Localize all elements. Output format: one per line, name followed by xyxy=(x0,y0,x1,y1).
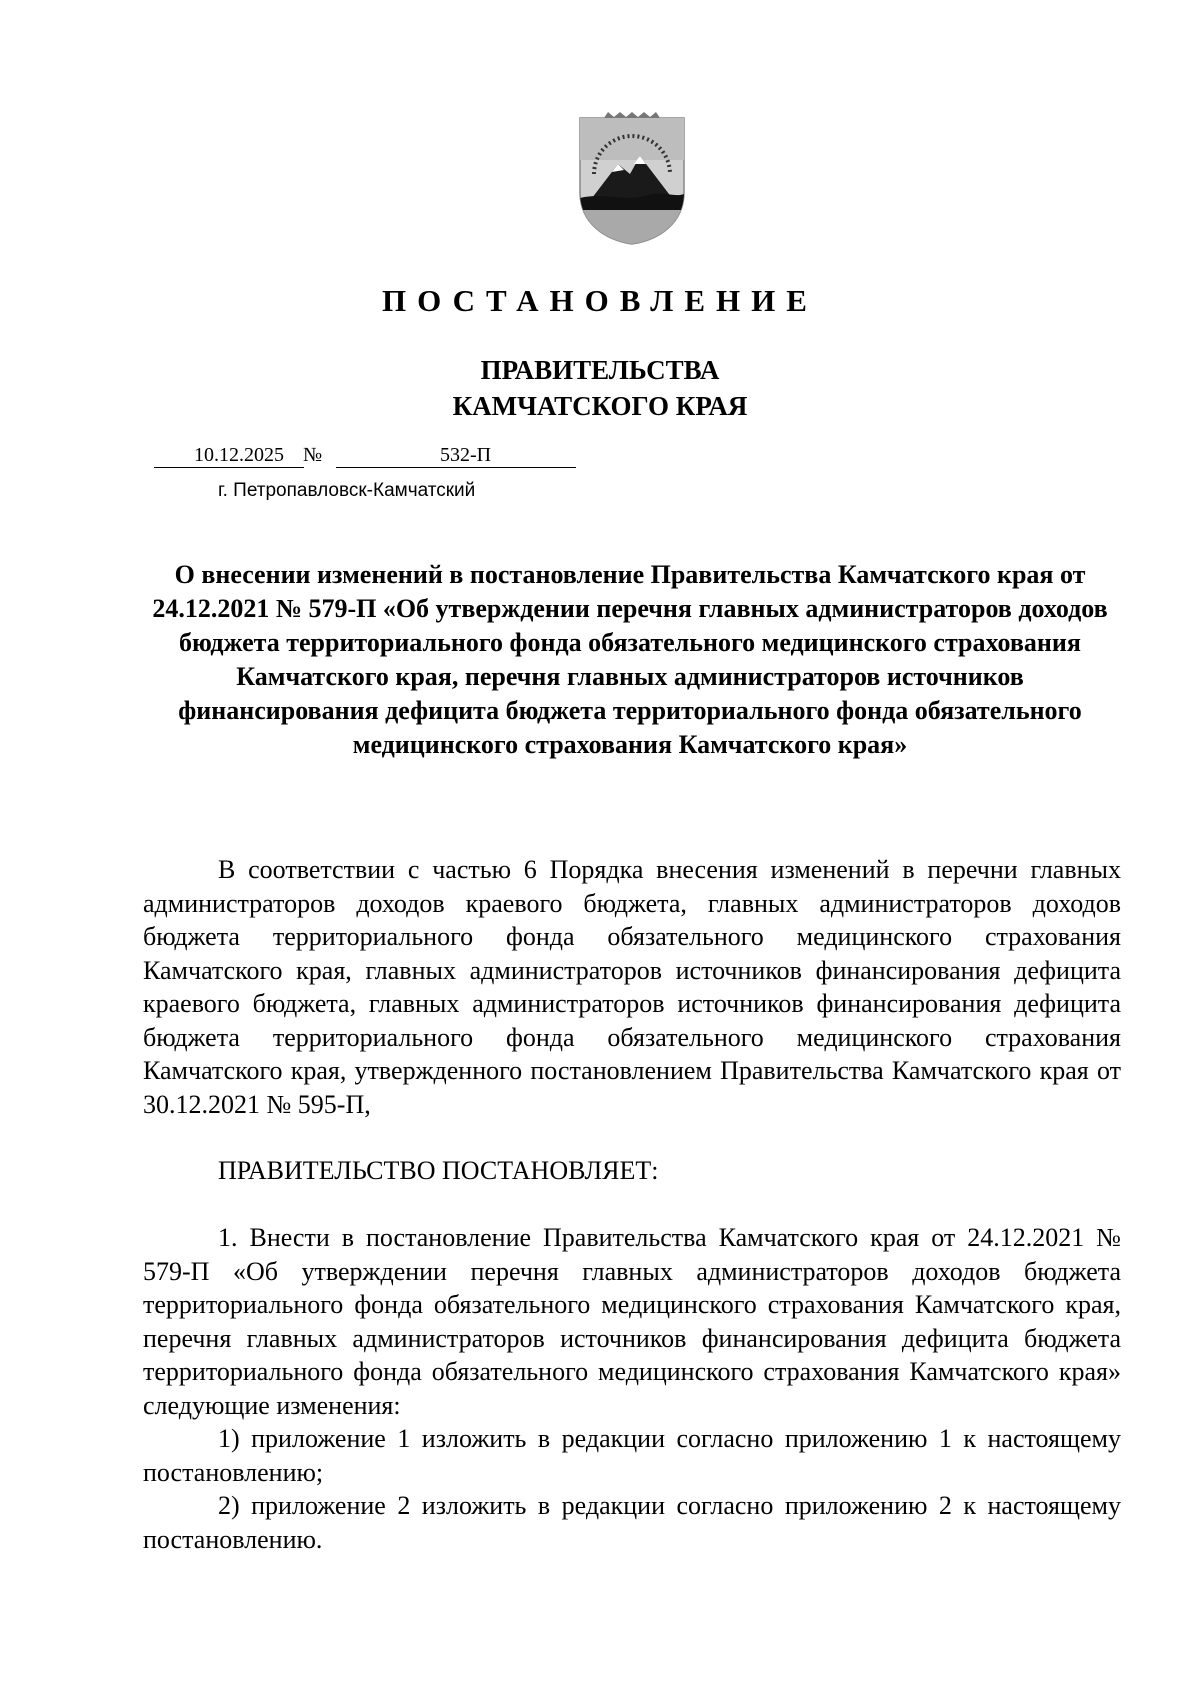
issuing-authority-line-2: КАМЧАТСКОГО КРАЯ xyxy=(452,391,748,421)
item-1: 1. Внести в постановление Правительства Камчатского края от 24.12.2021 № 579-П «Об утверждении перечня главных администраторов доходов бюджета территориального фонда обязательного медицинского страхования Камчатского края, перечня главных администраторов источников финансирования дефицита бюджета территориального фонда обязательного медицинского страхования Камчатского края» следующие изменения: xyxy=(143,1223,1121,1420)
subitem-2: 2) приложение 2 изложить в редакции согласно приложению 2 к настоящему постановлению. xyxy=(143,1491,1121,1554)
place-of-issue: г. Петропавловск-Камчатский xyxy=(218,480,476,501)
number-sign: № xyxy=(303,444,323,466)
document-number: 532-П xyxy=(440,444,492,466)
issuing-authority xyxy=(0,352,1200,424)
document-heading: О внесении изменений в постановление Правительства Камчатского края от 24.12.2021 № 579-П «Об утверждении перечня главных администраторов доходов бюджета территориального фонда обязательного медицинского страхования Камчатского края, перечня главных администраторов источников финансирования дефицита бюджета территориального фонда обязательного медицинского страхования Камчатского края» xyxy=(152,560,1108,759)
subitem-1: 1) приложение 1 изложить в редакции согласно приложению 1 к настоящему постановлению; xyxy=(143,1424,1121,1487)
resolution-statement: ПРАВИТЕЛЬСТВО ПОСТАНОВЛЯЕТ: xyxy=(218,1156,659,1185)
preamble-paragraph: В соответствии с частью 6 Порядка внесения изменений в перечни главных администраторов доходов краевого бюджета, главных администраторов доходов бюджета территориального фонда обязательного медицинского страхования Камчатского края, главных администраторов источников финансирования дефицита краевого бюджета, главных администраторов источников финансирования дефицита бюджета территориального фонда обязательного медицинского страхования Камчатского края, утвержденного постановлением Правительства Камчатского края от 30.12.2021 № 595-П, xyxy=(143,855,1121,1119)
resolution-items xyxy=(143,1221,1121,1556)
document-type-title: ПОСТАНОВЛЕНИЕ xyxy=(382,283,818,318)
kamchatka-coat-of-arms-icon xyxy=(574,112,690,246)
document-date: 10.12.2025 xyxy=(194,444,284,466)
issuing-authority-line-1: ПРАВИТЕЛЬСТВА xyxy=(480,355,720,385)
